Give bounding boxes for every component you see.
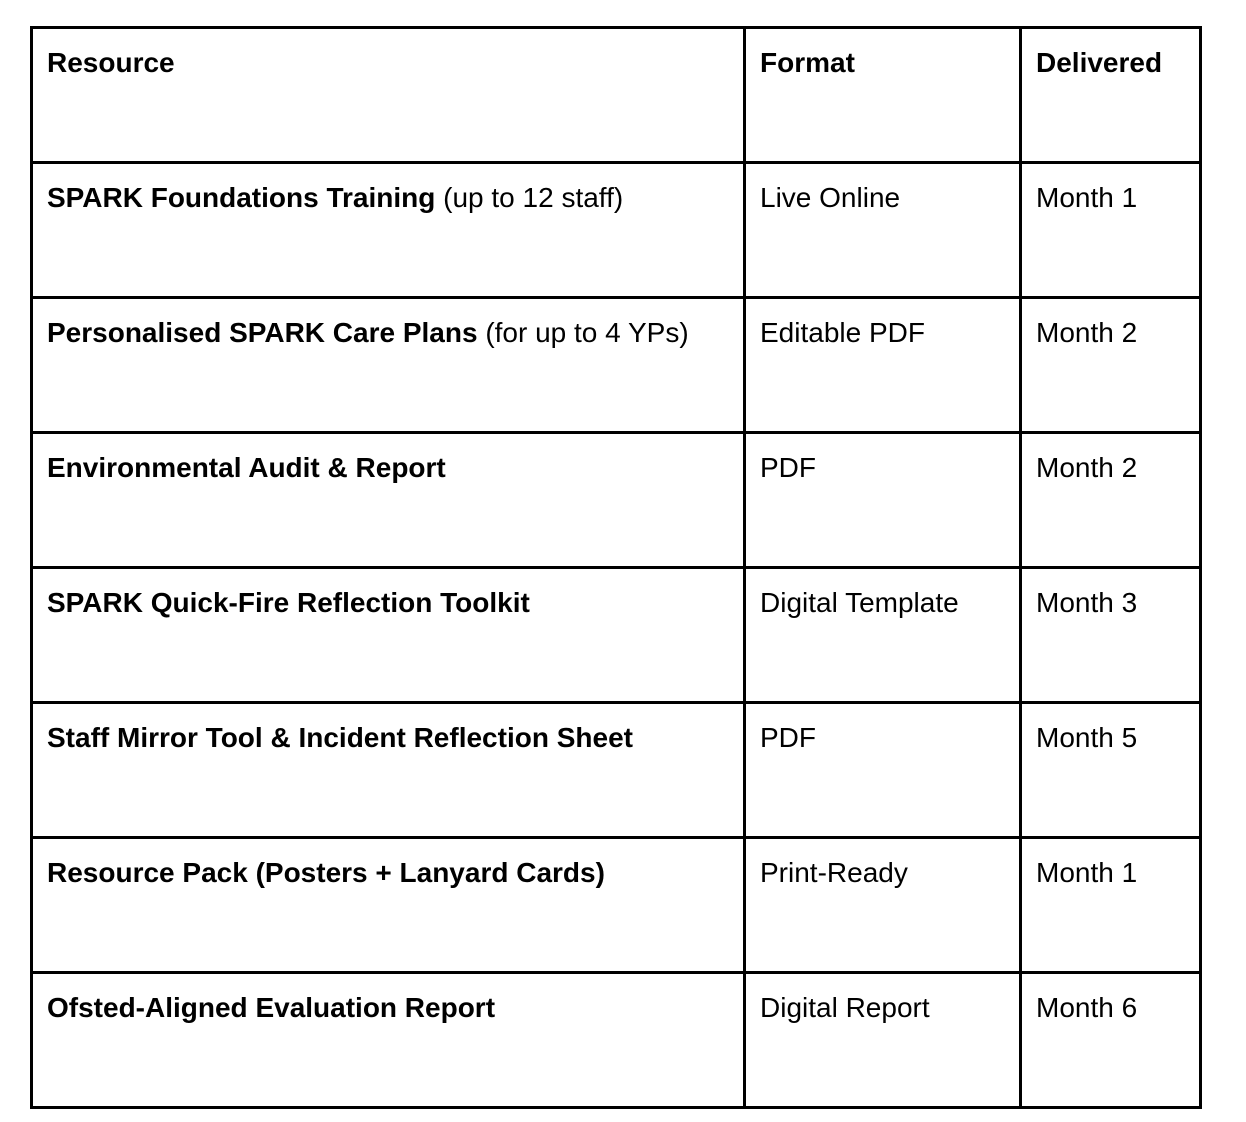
- header-row: [32, 28, 1201, 163]
- format-cell: PDF: [745, 703, 1021, 838]
- header-delivered: Delivered: [1021, 28, 1201, 163]
- header-format: Format: [745, 28, 1021, 163]
- delivered-cell: Month 2: [1021, 433, 1201, 568]
- delivered-cell: Month 1: [1021, 163, 1201, 298]
- format-cell: Editable PDF: [745, 298, 1021, 433]
- resource-cell: [32, 838, 745, 973]
- table-row: [32, 838, 1201, 973]
- resource-cell: [32, 298, 745, 433]
- delivered-cell: Month 5: [1021, 703, 1201, 838]
- table-row: [32, 298, 1201, 433]
- format-cell: Print-Ready: [745, 838, 1021, 973]
- resource-name: Personalised SPARK Care Plans: [47, 317, 478, 348]
- delivered-cell: Month 3: [1021, 568, 1201, 703]
- resource-name: SPARK Quick-Fire Reflection Toolkit: [47, 587, 530, 618]
- resource-name: Staff Mirror Tool & Incident Reflection Sheet: [47, 722, 633, 753]
- resource-name: SPARK Foundations Training: [47, 182, 436, 213]
- format-cell: Live Online: [745, 163, 1021, 298]
- delivered-cell: Month 6: [1021, 973, 1201, 1108]
- resource-note: (for up to 4 YPs): [477, 317, 689, 348]
- format-cell: Digital Report: [745, 973, 1021, 1108]
- resource-name: Environmental Audit & Report: [47, 452, 446, 483]
- format-cell: Digital Template: [745, 568, 1021, 703]
- delivered-cell: Month 2: [1021, 298, 1201, 433]
- resource-name: Ofsted-Aligned Evaluation Report: [47, 992, 496, 1023]
- delivered-cell: Month 1: [1021, 838, 1201, 973]
- table-row: [32, 163, 1201, 298]
- table-row: [32, 703, 1201, 838]
- resource-name: Resource Pack (Posters + Lanyard Cards): [47, 857, 605, 888]
- resource-cell: [32, 163, 745, 298]
- table-row: [32, 433, 1201, 568]
- resource-cell: [32, 973, 745, 1108]
- resource-note: (up to 12 staff): [435, 182, 624, 213]
- table-row: [32, 568, 1201, 703]
- resource-cell: [32, 433, 745, 568]
- header-resource: Resource: [32, 28, 745, 163]
- resources-table: [30, 26, 1202, 1109]
- format-cell: PDF: [745, 433, 1021, 568]
- resource-cell: [32, 568, 745, 703]
- table-row: [32, 973, 1201, 1108]
- resource-cell: [32, 703, 745, 838]
